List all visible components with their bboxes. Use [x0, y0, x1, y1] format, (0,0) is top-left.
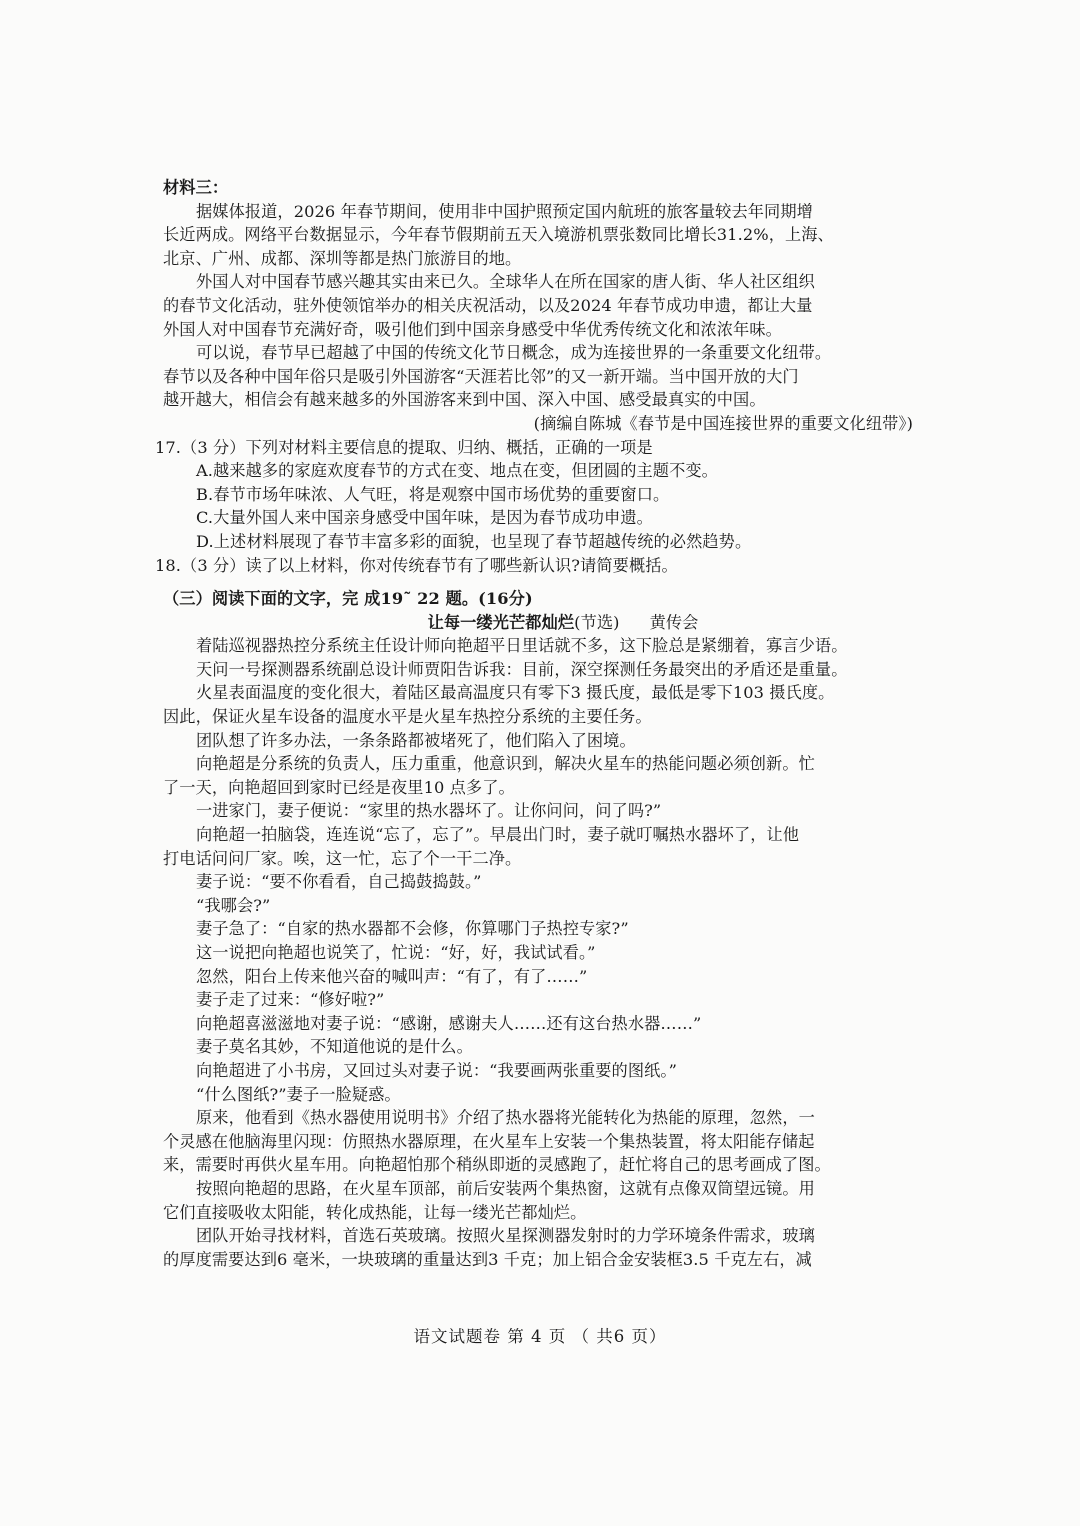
article-text-line: 妻子说：“要不你看看，自己捣鼓捣鼓。”: [196, 872, 482, 892]
article-text-line: 按照向艳超的思路，在火星车顶部，前后安装两个集热窗，这就有点像双筒望远镜。用: [196, 1178, 815, 1198]
article-text-line: 向艳超喜滋滋地对妻子说：“感谢，感谢夫人……还有这台热水器……”: [196, 1013, 702, 1033]
question-18-stem: 18.（3 分）读了以上材料，你对传统春节有了哪些新认识?请简要概括。: [155, 555, 678, 575]
article-body: [163, 634, 923, 1271]
article-text-line: 妻子急了：“自家的热水器都不会修，你算哪门子热控专家?”: [196, 919, 629, 939]
material-text-line: 可以说，春节早已超越了中国的传统文化节日概念，成为连接世界的一条重要文化纽带。: [196, 343, 832, 363]
page-content: [155, 176, 923, 1271]
material-text-line: 长近两成。网络平台数据显示，今年春节假期前五天入境游机票张数同比增长31.2%，上海、: [163, 225, 834, 245]
article-text-line: 着陆巡视器热控分系统主任设计师向艳超平日里话就不多，这下脸总是紧绷着，寡言少语。: [196, 636, 848, 656]
article-text-line: 团队想了许多办法，一条条路都被堵死了，他们陷入了困境。: [196, 730, 636, 750]
article-text-line: 个灵感在他脑海里闪现：仿照热水器原理，在火星车上安装一个集热装置，将太阳能存储起: [163, 1131, 815, 1151]
article-text-line: 向艳超进了小书房，又回过头对妻子说：“我要画两张重要的图纸。”: [196, 1060, 677, 1080]
article-text-line: 团队开始寻找材料，首选石英玻璃。按照火星探测器发射时的力学环境条件需求，玻璃: [196, 1226, 815, 1246]
material-text-line: 的春节文化活动，驻外使领馆举办的相关庆祝活动，以及2024 年春节成功申遗，都让大量: [163, 295, 813, 315]
article-text-line: 火星表面温度的变化很大，着陆区最高温度只有零下3 摄氏度，最低是零下103 摄氏度。: [196, 683, 835, 703]
question-17-option-d: D.上述材料展现了春节丰富多彩的面貌，也呈现了春节超越传统的必然趋势。: [196, 531, 752, 551]
article-title: 让每一缕光芒都灿烂: [427, 612, 575, 632]
material-text-line: 北京、广州、成都、深圳等都是热门旅游目的地。: [163, 248, 522, 268]
question-17-option-c: C.大量外国人来中国亲身感受中国年味，是因为春节成功申遗。: [196, 508, 653, 528]
article-text-line: 一进家门，妻子便说：“家里的热水器坏了。让你问问，问了吗?”: [196, 801, 662, 821]
article-text-line: “我哪会?”: [196, 895, 271, 915]
article-text-line: “什么图纸?”妻子一脸疑惑。: [196, 1084, 401, 1104]
article-text-line: 原来，他看到《热水器使用说明书》介绍了热水器将光能转化为热能的原理，忽然，一: [196, 1108, 815, 1128]
material-text-line: 外国人对中国春节充满好奇，吸引他们到中国亲身感受中华优秀传统文化和浓浓年味。: [163, 319, 782, 339]
article-text-line: 因此，保证火星车设备的温度水平是火星车热控分系统的主要任务。: [163, 707, 652, 727]
section-three-heading: （三）阅读下面的文字，完 成19˜ 22 题。(16分): [163, 589, 533, 609]
article-text-line: 打电话问问厂家。唉，这一忙，忘了个一干二净。: [163, 848, 522, 868]
question-17-stem: 17.（3 分）下列对材料主要信息的提取、归纳、概括，正确的一项是: [155, 437, 653, 457]
article-text-line: 这一说把向艳超也说笑了，忙说：“好，好，我试试看。”: [196, 943, 596, 962]
article-text-line: 向艳超一拍脑袋，连连说“忘了，忘了”。早晨出门时，妻子就叮嘱热水器坏了，让他: [196, 825, 800, 845]
article-text-line: 妻子走了过来：“修好啦?”: [196, 990, 385, 1010]
article-text-line: 天问一号探测器系统副总设计师贾阳告诉我：目前，深空探测任务最突出的矛盾还是重量。: [196, 659, 848, 679]
question-17-option-b: B.春节市场年味浓、人气旺，将是观察中国市场优势的重要窗口。: [196, 484, 670, 504]
article-text-line: 了一天，向艳超回到家时已经是夜里10 点多了。: [163, 777, 515, 797]
article-title-line: [163, 611, 923, 635]
article-author: 黄传会: [649, 612, 699, 632]
article-text-line: 向艳超是分系统的负责人，压力重重，他意识到，解决火星车的热能问题必须创新。忙: [196, 754, 815, 774]
article-text-line: 来，需要时再供火星车用。向艳超怕那个稍纵即逝的灵感跑了，赶忙将自己的思考画成了图。: [163, 1155, 831, 1175]
material-text-line: 据媒体报道，2026 年春节期间，使用非中国护照预定国内航班的旅客量较去年同期增: [196, 201, 813, 221]
material-text-line: 春节以及各种中国年俗只是吸引外国游客“天涯若比邻”的又一新开端。当中国开放的大门: [163, 366, 799, 386]
article-text-line: 它们直接吸收太阳能，转化成热能，让每一缕光芒都灿烂。: [163, 1202, 587, 1222]
page-footer: 语文试题卷 第 4 页 （ 共6 页）: [413, 1327, 667, 1346]
article-subtitle: (节选): [574, 612, 620, 632]
question-17-option-a: A.越来越多的家庭欢度春节的方式在变、地点在变，但团圆的主题不变。: [196, 461, 718, 481]
material-text-line: 外国人对中国春节感兴趣其实由来已久。全球华人在所在国家的唐人街、华人社区组织: [196, 272, 815, 292]
article-text-line: 的厚度需要达到6 毫米，一块玻璃的重量达到3 千克；加上铝合金安装框3.5 千克左右，减: [163, 1249, 812, 1269]
material-text-line: 越开越大，相信会有越来越多的外国游客来到中国、深入中国、感受最真实的中国。: [163, 390, 766, 410]
article-text-line: 妻子莫名其妙，不知道他说的是什么。: [196, 1037, 473, 1057]
article-text-line: 忽然，阳台上传来他兴奋的喊叫声：“有了，有了……”: [196, 966, 588, 986]
material-source-citation: (摘编自陈城《春节是中国连接世界的重要文化纽带》): [533, 413, 913, 433]
material-three-label: 材料三：: [163, 178, 229, 197]
